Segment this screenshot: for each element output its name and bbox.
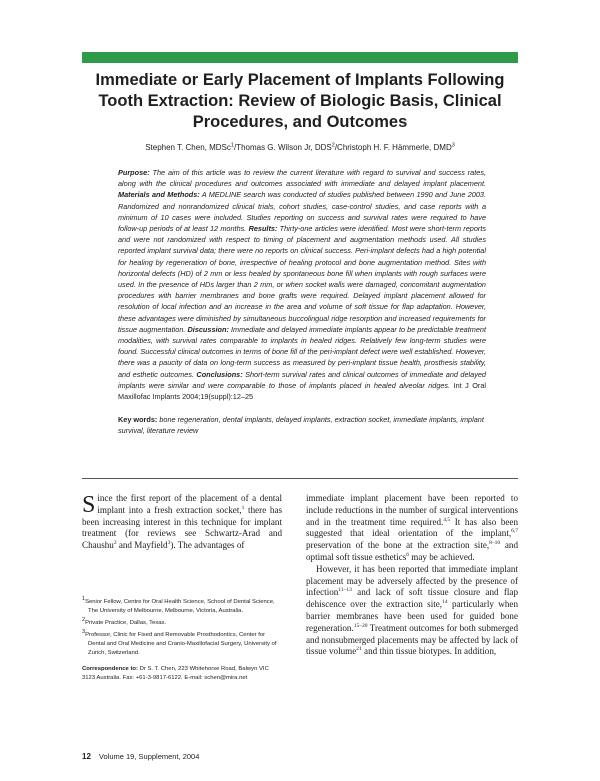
abstract-purpose-label: Purpose:: [118, 168, 150, 177]
keywords-label: Key words:: [118, 415, 158, 424]
page-footer: [82, 752, 199, 761]
abstract-methods-label: Materials and Methods:: [118, 190, 200, 200]
article-title: Immediate or Early Placement of Implants Following Tooth Extraction: Review of Biologic Basis, Clinical Procedures, and Outcomes: [95, 71, 505, 131]
body-column-right: [306, 493, 518, 658]
abstract-results-label: Results:: [248, 224, 278, 234]
footnote-3: $^3$Professor, Clinic for Fixed and Removable Prosthodontics, Center for Dental and Oral Medicine and Cranio-Maxillofacial Surgery, University of Zurich, Switzerland.: [82, 629, 277, 656]
author-2: /Thomas G. Wilson Jr, DDS: [233, 143, 332, 152]
author-1: Stephen T. Chen, MDSc: [145, 143, 231, 152]
footnote-2: $^2$Private Practice, Dallas, Texas.: [82, 617, 167, 626]
section-divider: [82, 478, 518, 479]
author-line: Stephen T. Chen, MDSc$^1$/Thomas G. Wilson Jr, DDS$^2$/Christoph H. F. Hämmerle, DMD$^3$: [145, 142, 455, 152]
journal-citation: Int J Oral Maxillofac Implants 2004;19(suppl):12–25: [118, 380, 486, 402]
author-3: /Christoph H. F. Hämmerle, DMD: [334, 143, 452, 152]
header-accent-bar: [82, 52, 518, 63]
page-number: 12: [82, 752, 91, 761]
drop-cap: S: [82, 492, 96, 518]
keywords: Key words: bone regeneration, dental implants, delayed implants, extraction socket, immediate implants, implant survival, literature review: [118, 415, 484, 436]
issue-info: Volume 19, Supplement, 2004: [98, 752, 200, 761]
body-column-left: Since the first report of the placement of a dental implant into a fresh extraction socket,$^1$ there has been increasing interest in this technique for implant treatment (for reviews see Schwartz-Arad and Chaushu$^2$ and Mayfield$^3$). The advantages of: [82, 492, 283, 551]
correspondence: Correspondence to: Dr S. T. Chen, 223 Whitehorse Road, Balwyn VIC 3123 Australia. Fax: +61-3-9817-6122. E-mail: schen@mira.net: [82, 666, 269, 681]
correspondence-label: Correspondence to:: [82, 666, 138, 672]
paragraph: immediate implant placement have been reported to include reductions in the number of surgical interventions and in the treatment time required.$^{4,5}$ It has also been suggested that ideal orientation of the implant,$^{6,7}$ preservation of the bone at the extraction site,$^{8-10}$ and optimal soft tissue esthetics$^6$ may be achieved.: [306, 493, 519, 562]
abstract: Purpose: The aim of this article was to review the current literature with regard to survival and success rates, along with the clinical procedures and outcomes associated with immediate and delayed implant placement. Materials and Methods: A MEDLINE search was conducted of studies published between 1990 and June 2003. Randomized and nonrandomized clinical trials, cohort studies, case-control studies, and case reports with a minimum of 10 cases were included. Studies reporting on success and survival rates were required to have follow-up periods of at least 12 months. Results: Thirty-one articles were identified. Most were short-term reports and were not randomized with respect to timing of placement and augmentation methods used. All studies reported implant survival data; there were no reports on clinical success. Peri-implant defects had a high potential for healing by regeneration of bone, irrespective of healing protocol and bone augmentation method. Sites with horizontal defects (HD) of 2 mm or less healed by spontaneous bone fill when implants with rough surfaces were used. In the presence of HDs larger than 2 mm, or when socket walls were damaged, concomitant augmentation procedures with barrier membranes and bone grafts were required. Delayed implant placement allowed for resolution of local infection and an increase in the area and volume of soft tissue for flap adaptation. However, these advantages were diminished by simultaneous buccolingual ridge resorption and increased requirements for tissue augmentation. Discussion: Immediate and delayed immediate implants appear to be predictable treatment modalities, with survival rates comparable to implants in healed ridges. Relatively few long-term studies were found. Successful clinical outcomes in terms of bone fill of the peri-implant defect were well established. However, there was a paucity of data on long-term success as measured by peri-implant tissue health, prosthesis stability, and esthetic outcomes. Conclusions: Short-term survival rates and clinical outcomes of immediate and delayed implants were similar and were comparable to those of implants placed in healed alveolar ridges. Int J Oral Maxillofac Implants 2004;19(suppl):12–25: [118, 168, 486, 402]
footnotes: [82, 598, 282, 683]
abstract-discussion-label: Discussion:: [187, 324, 229, 334]
footnote-1: $^1$Senior Fellow, Centre for Oral Health Science, School of Dental Science, The University of Melbourne, Melbourne, Victoria, Australia.: [82, 596, 275, 614]
paragraph: However, it has been reported that immediate implant placement may be adversely affected by the presence of infection$^{11-13}$ and lack of soft tissue closure and flap dehiscence over the extraction site,$^{14}$ particularly when barrier membranes have been used for guided bone regeneration.$^{15-20}$ Treatment outcomes for both submerged and nonsubmerged placements may be affected by lack of tissue volume$^{21}$ and thin tissue biotypes. In addition,: [306, 563, 518, 657]
abstract-conclusions-label: Conclusions:: [196, 369, 243, 379]
